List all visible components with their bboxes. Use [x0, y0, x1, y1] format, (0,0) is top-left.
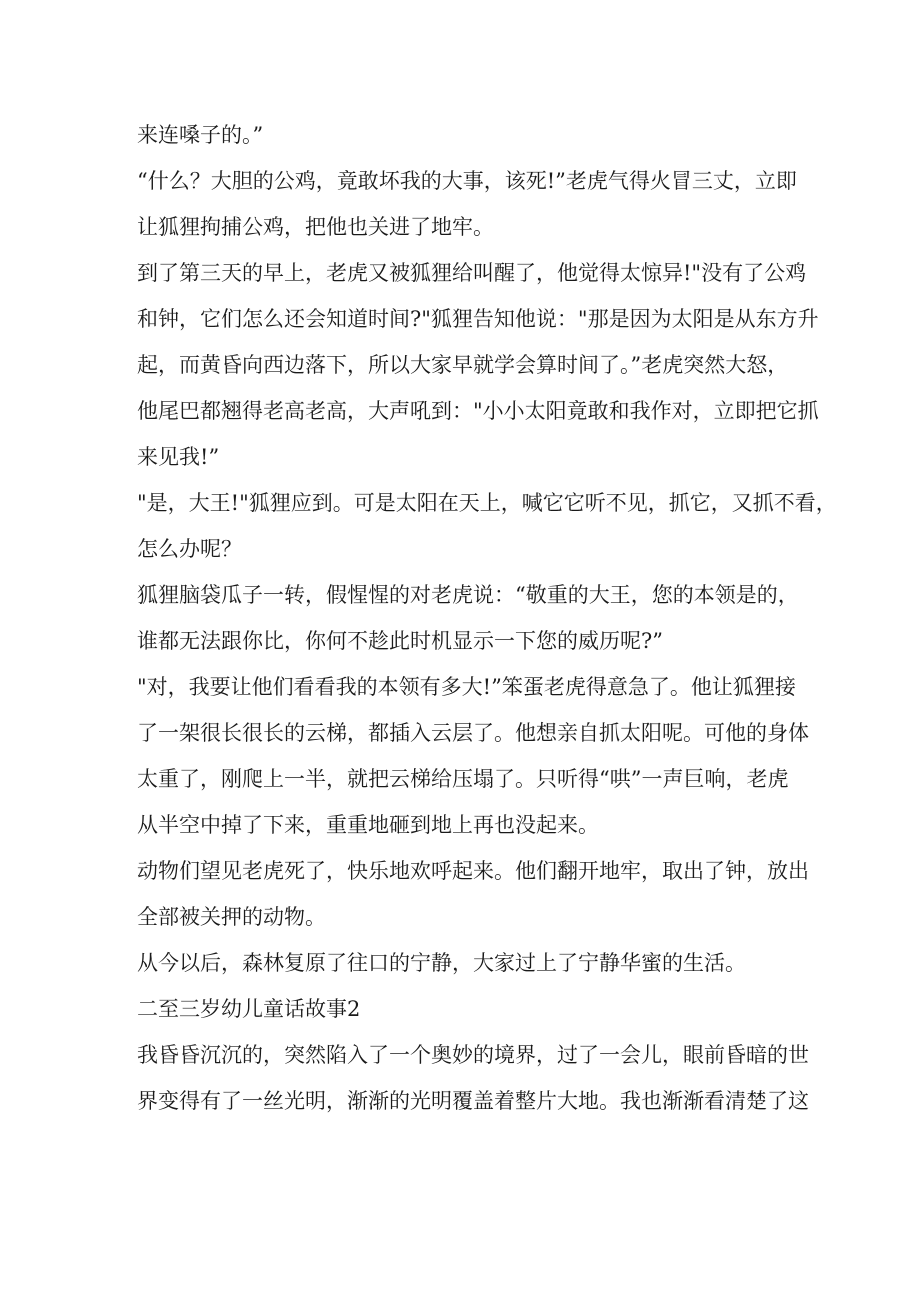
text-line: 了一架很长很长的云梯，都插入云层了。他想亲自抓太阳呢。可他的身体 — [137, 721, 809, 745]
text-line: 到了第三天的早上，老虎又被狐狸给叫醒了，他觉得太惊异!"没有了公鸡 — [137, 261, 807, 285]
text-line: 狐狸脑袋瓜子一转，假惺惺的对老虎说：“敬重的大王，您的本领是的， — [137, 583, 799, 607]
text-line: 来见我!” — [137, 445, 220, 469]
paragraph — [137, 480, 837, 572]
paragraph — [137, 572, 799, 664]
section-heading — [137, 986, 785, 1032]
paragraph — [137, 664, 809, 848]
text-line: 怎么办呢？ — [137, 537, 242, 561]
text-line: 全部被关押的动物。 — [137, 905, 326, 929]
text-line: 动物们望见老虎死了，快乐地欢呼起来。他们翻开地牢，取出了钟，放出 — [137, 859, 809, 883]
text-line: 和钟，它们怎么还会知道时间?"狐狸告知他说："那是因为太阳是从东方升 — [137, 307, 819, 331]
text-line: "是，大王!"狐狸应到。可是太阳在天上，喊它它听不见，抓它，又抓不看， — [137, 491, 837, 515]
text-line: "对，我要让他们看看我的本领有多大!”笨蛋老虎得意急了。他让狐狸接 — [137, 675, 796, 699]
paragraph — [137, 940, 785, 986]
text-line: 起，而黄昏向西边落下，所以大家早就学会算时间了。”老虎突然大怒， — [137, 353, 789, 377]
text-line: 他尾巴都翘得老高老高，大声吼到："小小太阳竟敢和我作对，立即把它抓 — [137, 399, 819, 423]
paragraph — [137, 250, 819, 480]
paragraph — [137, 848, 809, 940]
paragraph — [137, 112, 785, 158]
text-line: 二至三岁幼儿童话故事2 — [137, 997, 361, 1021]
text-line: 界变得有了一丝光明，渐渐的光明覆盖着整片大地。我也渐渐看清楚了这 — [137, 1089, 809, 1113]
paragraph — [137, 1032, 809, 1124]
text-line: 从半空中掉了下来，重重地砸到地上再也没起来。 — [137, 813, 599, 837]
paragraph — [137, 158, 797, 250]
text-line: 我昏昏沉沉的，突然陷入了一个奥妙的境界，过了一会儿，眼前昏暗的世 — [137, 1043, 809, 1067]
document-body — [137, 112, 837, 1124]
text-line: “什么？大胆的公鸡，竟敢坏我的大事，该死!”老虎气得火冒三丈，立即 — [137, 169, 797, 193]
text-line: 来连嗓子的。” — [137, 123, 264, 147]
text-line: 让狐狸拘捕公鸡，把他也关进了地牢。 — [137, 215, 494, 239]
text-line: 太重了，刚爬上一半，就把云梯给压塌了。只听得“哄”一声巨响，老虎 — [137, 767, 789, 791]
text-line: 从今以后，森林复原了往口的宁静，大家过上了宁静华蜜的生活。 — [137, 951, 746, 975]
text-line: 谁都无法跟你比，你何不趁此时机显示一下您的威历呢?” — [137, 629, 663, 653]
